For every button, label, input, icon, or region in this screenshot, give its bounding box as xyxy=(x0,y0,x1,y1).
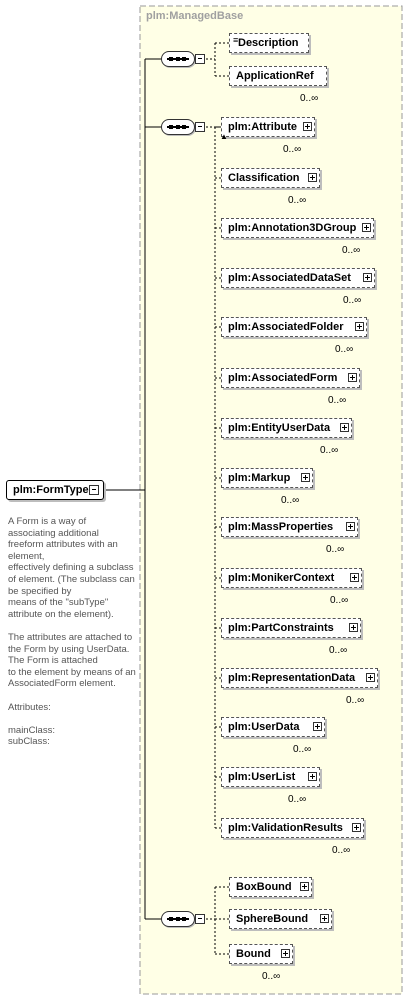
cardinality-label: 0..∞ xyxy=(293,744,312,755)
element-associated-folder[interactable] xyxy=(221,317,367,337)
element-representation-data[interactable] xyxy=(221,668,378,688)
cardinality-label: 0..∞ xyxy=(343,295,362,306)
element-label: plm:AssociatedForm xyxy=(228,372,338,384)
element-mass-properties[interactable] xyxy=(221,517,358,537)
element-user-data[interactable] xyxy=(221,717,325,737)
expand-icon[interactable] xyxy=(300,882,309,891)
expand-icon[interactable] xyxy=(340,423,349,432)
element-label: plm:Markup xyxy=(228,472,291,484)
group-title: plm:ManagedBase xyxy=(146,10,244,22)
cardinality-label: 0..∞ xyxy=(288,195,307,206)
element-part-constraints[interactable] xyxy=(221,618,361,638)
cardinality-label: 0..∞ xyxy=(332,845,351,856)
documentation-icon: ≡ xyxy=(233,35,239,45)
element-label: BoxBound xyxy=(236,881,292,893)
sequence-compositor-2 xyxy=(161,119,195,135)
cardinality-label: 0..∞ xyxy=(300,93,319,104)
element-label: plm:PartConstraints xyxy=(228,622,334,634)
element-label: plm:AssociatedDataSet xyxy=(228,272,351,284)
expand-icon[interactable] xyxy=(366,673,375,682)
expand-icon[interactable] xyxy=(352,823,361,832)
expand-icon[interactable] xyxy=(363,273,372,282)
element-label: Description xyxy=(238,37,299,49)
collapse-icon[interactable] xyxy=(195,914,205,924)
element-label: plm:UserList xyxy=(228,771,296,783)
cardinality-label: 0..∞ xyxy=(288,794,307,805)
expand-icon[interactable] xyxy=(308,772,317,781)
element-label: plm:UserData xyxy=(228,721,300,733)
element-bound[interactable] xyxy=(229,944,293,964)
element-label: Classification xyxy=(228,172,300,184)
element-label: ApplicationRef xyxy=(236,70,314,82)
element-user-list[interactable] xyxy=(221,767,320,787)
expand-icon[interactable] xyxy=(303,122,312,131)
element-entity-user-data[interactable] xyxy=(221,418,352,438)
element-classification[interactable] xyxy=(221,168,320,188)
cardinality-label: 0..∞ xyxy=(330,595,349,606)
expand-icon[interactable] xyxy=(308,173,317,182)
element-label: plm:MassProperties xyxy=(228,521,334,533)
element-associated-data-set[interactable] xyxy=(221,268,375,288)
sequence-compositor-1 xyxy=(161,51,195,67)
element-label: plm:EntityUserData xyxy=(228,422,331,434)
cardinality-label: 0..∞ xyxy=(326,544,345,555)
collapse-icon[interactable] xyxy=(195,122,205,132)
expand-icon[interactable] xyxy=(346,522,355,531)
cardinality-label: 0..∞ xyxy=(329,645,348,656)
root-element-form-type[interactable] xyxy=(6,480,104,500)
cardinality-label: 0..∞ xyxy=(281,495,300,506)
expand-icon[interactable] xyxy=(301,473,310,482)
element-associated-form[interactable] xyxy=(221,368,360,388)
element-description[interactable] xyxy=(229,33,309,53)
root-element-label: plm:FormType xyxy=(13,484,89,496)
element-box-bound[interactable] xyxy=(229,877,312,897)
cardinality-label: 0..∞ xyxy=(283,144,302,155)
expand-icon[interactable] xyxy=(281,949,290,958)
expand-icon[interactable] xyxy=(362,223,371,232)
element-label: plm:RepresentationData xyxy=(228,672,356,684)
cardinality-label: 0..∞ xyxy=(335,344,354,355)
element-sphere-bound[interactable] xyxy=(229,909,332,929)
element-label: Bound xyxy=(236,948,271,960)
element-label: plm:Attribute xyxy=(228,121,298,133)
element-label: plm:Annotation3DGroup xyxy=(228,222,357,234)
cardinality-label: 0..∞ xyxy=(262,971,281,982)
element-label: plm:MonikerContext xyxy=(228,572,335,584)
element-attribute[interactable] xyxy=(220,117,315,141)
element-label: plm:ValidationResults xyxy=(228,822,343,834)
sequence-compositor-3 xyxy=(161,911,195,927)
managed-base-group-box xyxy=(140,6,402,994)
cardinality-label: 0..∞ xyxy=(342,245,361,256)
form-type-documentation: A Form is a way of associating additional freeform attributes with an element, effectively defining a subclass of element. (The subclass can be specified by means of the "subType" attribute on the element). The attributes are attached to the Form by using UserData. The Form is attached to the element by means of an AssociatedForm element. Attributes: mainClass: subClass: xyxy=(8,516,136,748)
element-annotation3-dgroup[interactable] xyxy=(221,218,374,238)
element-validation-results[interactable] xyxy=(221,818,364,838)
element-label: plm:AssociatedFolder xyxy=(228,321,344,333)
expand-icon[interactable] xyxy=(348,373,357,382)
cardinality-label: 0..∞ xyxy=(346,695,365,706)
expand-icon[interactable] xyxy=(350,573,359,582)
element-label: SphereBound xyxy=(236,913,309,925)
collapse-icon[interactable] xyxy=(195,54,205,64)
cardinality-label: 0..∞ xyxy=(328,395,347,406)
expand-icon[interactable] xyxy=(355,322,364,331)
expand-icon[interactable] xyxy=(313,722,322,731)
element-moniker-context[interactable] xyxy=(221,568,362,588)
collapse-icon[interactable] xyxy=(89,485,99,495)
element-markup[interactable] xyxy=(221,468,313,488)
cardinality-label: 0..∞ xyxy=(320,445,339,456)
reference-arrow-icon: ▲ xyxy=(220,132,228,141)
expand-icon[interactable] xyxy=(349,623,358,632)
expand-icon[interactable] xyxy=(320,914,329,923)
element-application-ref[interactable] xyxy=(229,66,327,86)
